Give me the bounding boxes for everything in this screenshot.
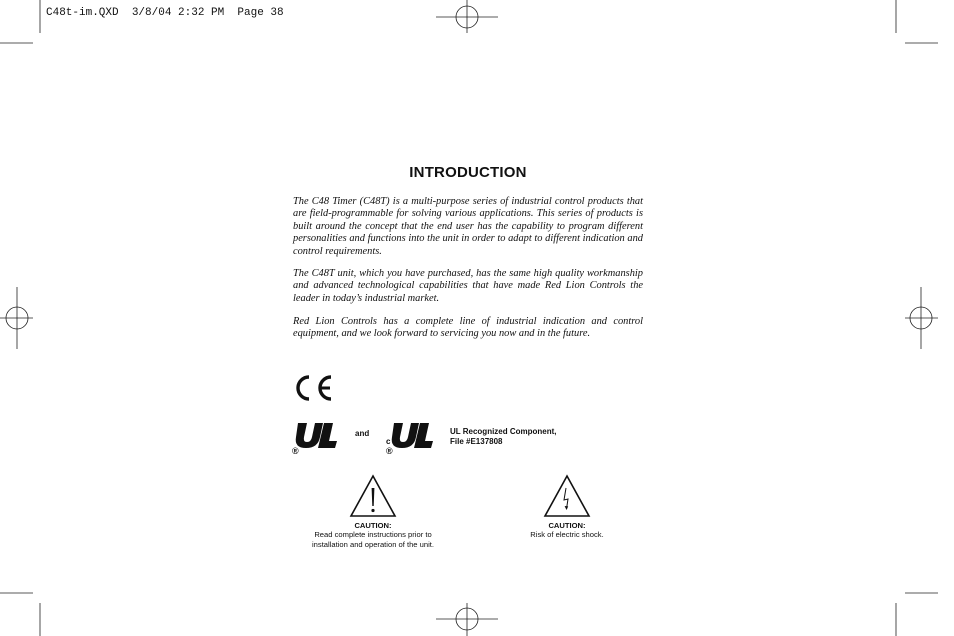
intro-paragraph-1: The C48 Timer (C48T) is a multi-purpose series of industrial control products that are field-programmable for solving various applications. This series of products is built around the concept that the end user has the capability to program different personalities and functions into the unit in order to adapt to different indication and control requirements.: [293, 196, 643, 257]
ul-recognized-icon: [292, 421, 340, 455]
caution-text-line-1: Read complete instructions prior to: [314, 530, 432, 540]
file-slug-line: C48t-im.QXD 3/8/04 2:32 PM Page 38: [46, 7, 284, 19]
caution-text-line-1: Risk of electric shock.: [530, 530, 604, 540]
caution-title: CAUTION:: [548, 521, 586, 530]
c-ul-recognized-icon: [386, 421, 436, 455]
caution-title: CAUTION:: [354, 521, 392, 530]
electric-shock-triangle-icon: [543, 474, 591, 518]
caution-instructions-block: [295, 474, 451, 549]
page-title: INTRODUCTION: [409, 164, 527, 181]
intro-paragraph-2: The C48T unit, which you have purchased, has the same high quality workmanship and advanced technological capabilities that have made Red Lion Controls the leader in today’s industrial market.: [293, 268, 643, 304]
caution-text-line-2: installation and operation of the unit.: [311, 539, 434, 549]
intro-paragraph-3: Red Lion Controls has a complete line of industrial indication and control equipment, and we look forward to servicing you now and in the future.: [293, 316, 643, 340]
ce-mark-icon: [292, 373, 336, 403]
ul-note-line-1: UL Recognized Component,: [450, 427, 557, 436]
ul-recognition-note: [450, 427, 557, 447]
registered-glyph: ®: [386, 446, 393, 455]
registered-glyph: ®: [292, 446, 299, 455]
ul-note-line-2: File #E137808: [450, 437, 503, 446]
exclamation-triangle-icon: [349, 474, 397, 518]
and-label: and: [355, 429, 370, 438]
c-glyph: c: [386, 437, 391, 446]
caution-shock-block: [497, 474, 637, 540]
